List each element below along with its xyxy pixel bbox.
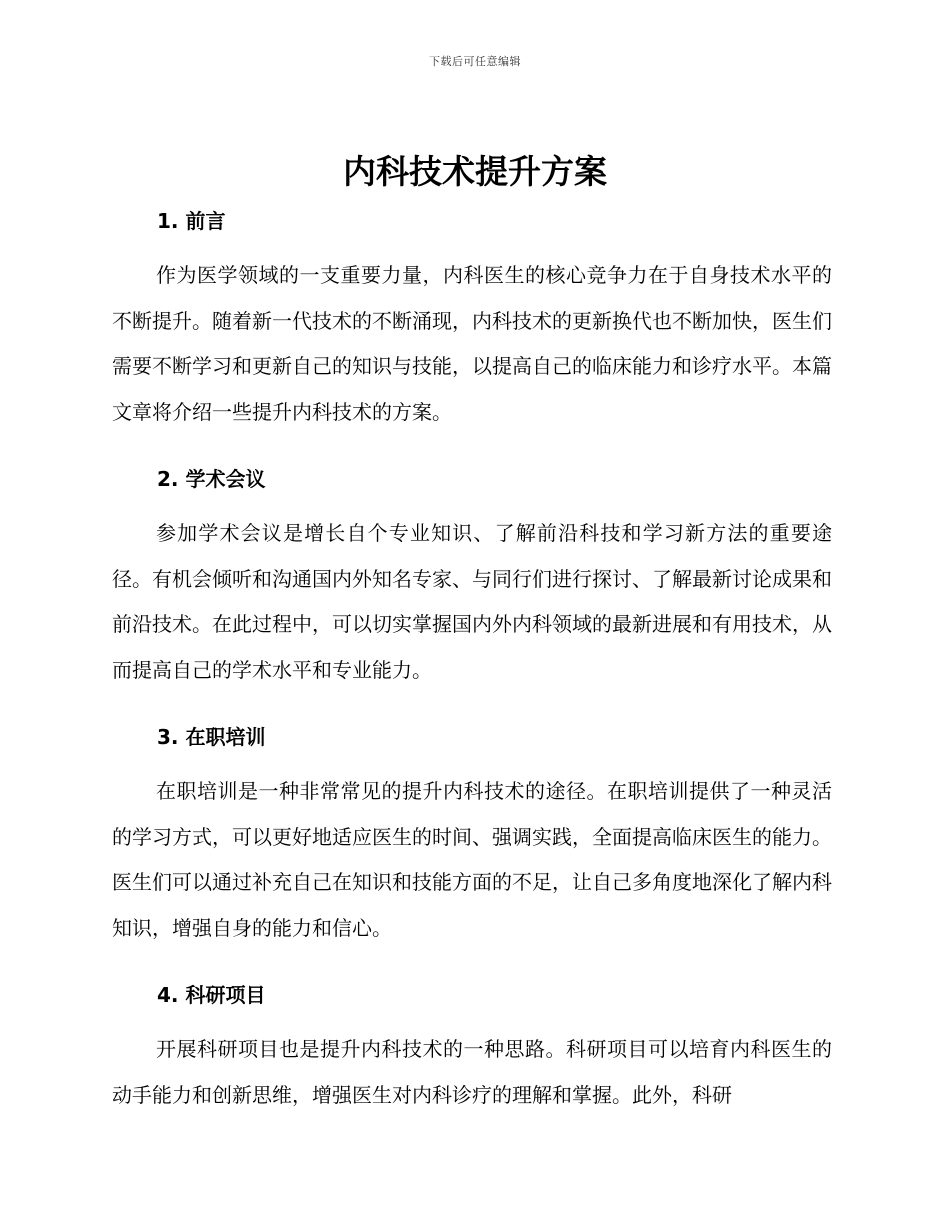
section-paragraph: 开展科研项目也是提升内科技术的一种思路。科研项目可以培育内科医生的动手能力和创新思维，增强医生对内科诊疗的理解和掌握。此外，科研 — [112, 1037, 832, 1107]
section-on-job-training — [112, 721, 832, 951]
section-academic-conference — [112, 463, 832, 693]
section-research-projects — [112, 979, 832, 1118]
section-heading: 1. 前言 — [157, 209, 226, 233]
section-paragraph: 在职培训是一种非常常见的提升内科技术的途径。在职培训提供了一种灵活的学习方式，可以更好地适应医生的时间、强调实践，全面提高临床医生的能力。医生们可以通过补充自己在知识和技能方面的不足，让自己多角度地深化了解内科知识，增强自身的能力和信心。 — [112, 779, 832, 940]
section-paragraph: 作为医学领域的一支重要力量，内科医生的核心竞争力在于自身技术水平的不断提升。随着新一代技术的不断涌现，内科技术的更新换代也不断加快，医生们需要不断学习和更新自己的知识与技能，以提高自己的临床能力和诊疗水平。本篇文章将介绍一些提升内科技术的方案。 — [112, 263, 832, 424]
page-header-note: 下载后可任意编辑 — [429, 55, 521, 68]
document-body — [112, 205, 832, 1146]
section-preface — [112, 205, 832, 435]
section-paragraph: 参加学术会议是增长自个专业知识、了解前沿科技和学习新方法的重要途径。有机会倾听和沟通国内外知名专家、与同行们进行探讨、了解最新讨论成果和前沿技术。在此过程中，可以切实掌握国内外内科领域的最新进展和有用技术，从而提高自己的学术水平和专业能力。 — [112, 521, 832, 682]
section-heading: 2. 学术会议 — [157, 467, 266, 491]
document-title: 内科技术提升方案 — [343, 152, 607, 191]
section-heading: 3. 在职培训 — [157, 725, 266, 749]
section-heading: 4. 科研项目 — [157, 983, 266, 1007]
